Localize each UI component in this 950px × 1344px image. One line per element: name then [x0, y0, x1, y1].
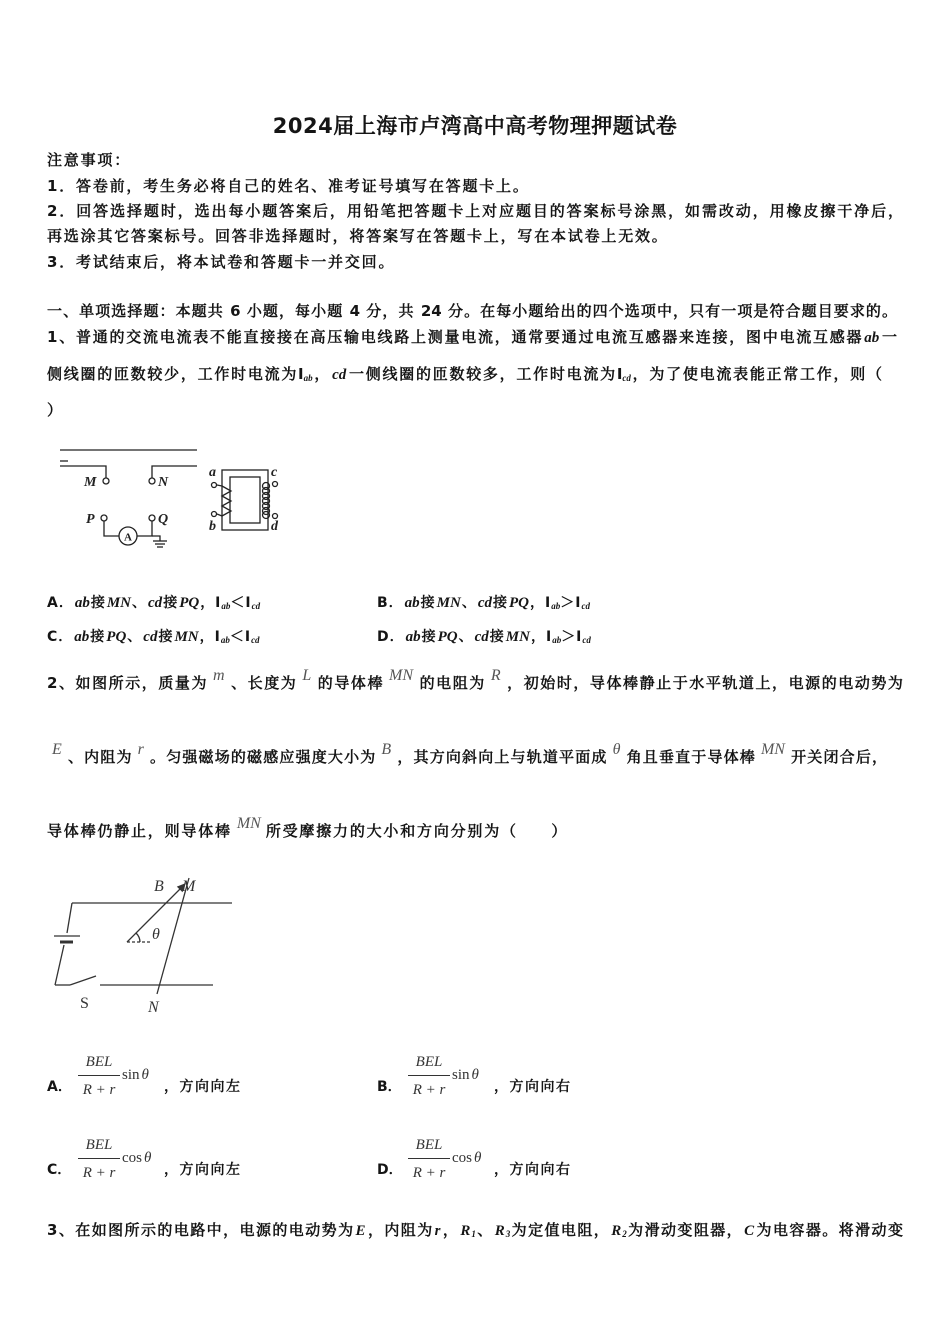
text-run: 导体棒仍静止，则导体棒 [47, 822, 232, 840]
label-p: P [86, 512, 95, 527]
label-d: d [271, 519, 278, 534]
option-label: D． [377, 1162, 403, 1178]
label-theta: θ [152, 926, 160, 943]
notice-item-2-line-1: 2．回答选择题时，选出每小题答案后，用铅笔把答题卡上对应题目的答案标号涂黑，如需改动，用橡皮擦干净后， [47, 202, 903, 220]
text-run: 的导体棒 [316, 674, 385, 692]
text-run: 、 [461, 595, 477, 611]
math-variable: θ [612, 741, 621, 758]
text-run: 侧线圈的匝数较少，工作时电流为I [47, 365, 304, 383]
switch-icon [70, 976, 96, 985]
math-variable: L [302, 667, 312, 684]
text-run: 接 [90, 595, 106, 611]
q1-option-b [377, 593, 590, 613]
label-n: N [148, 999, 159, 1016]
italic-variable: ab [74, 629, 90, 645]
text-run: 接 [489, 629, 505, 645]
notice-item-3: 3．考试结束后，将本试卷和答题卡一并交回。 [47, 253, 396, 271]
text-run: D． [377, 629, 405, 645]
numerator: BEL [85, 1054, 113, 1070]
label-m: M [84, 475, 97, 490]
italic-variable: cd [477, 595, 493, 611]
section-heading: 一、单项选择题：本题共 6 小题，每小题 4 分，共 24 分。在每小题给出的四个选项中，只有一项是符合题目要求的。 [47, 302, 897, 320]
q1-stem-line-3 [47, 400, 64, 420]
left-wire-bottom [55, 945, 64, 985]
math-variable: R [490, 667, 501, 684]
text-run: 、 [127, 629, 143, 645]
trig-function: cos [452, 1150, 472, 1166]
italic-variable: cd [332, 367, 347, 383]
power-line-to-m [60, 466, 106, 478]
q1-stem-line-2 [47, 364, 882, 384]
italic-variable: cd [474, 629, 489, 645]
trig-function: cos [122, 1150, 142, 1166]
angle-variable: θ [141, 1067, 149, 1083]
subscript: cd [251, 601, 261, 611]
option-label: A． [47, 1079, 72, 1095]
terminal-c [273, 482, 278, 487]
text-run: 接 [158, 629, 174, 645]
text-run: 为滑动变阻器， [626, 1221, 744, 1239]
label-q: Q [158, 512, 169, 527]
text-run: 接 [163, 595, 179, 611]
text-run: ，初始时，导体棒静止于水平轨道上，电源的电动势为 [505, 674, 903, 692]
text-run: 开关闭合后， [789, 748, 887, 766]
q2-rail-circuit-figure [40, 870, 240, 1020]
numerator: BEL [415, 1137, 443, 1153]
text-run: 一 [880, 328, 897, 346]
q1-option-d [377, 627, 591, 647]
text-run: 、 [475, 1221, 494, 1239]
option-label: C． [47, 1162, 72, 1178]
fraction-bar [408, 1075, 450, 1076]
text-run: 接 [421, 629, 437, 645]
text-run: ， [441, 1221, 460, 1239]
text-run: ，I [200, 595, 222, 611]
terminal-p [101, 515, 107, 521]
text-run: 、 [458, 629, 474, 645]
text-run: ） [47, 401, 64, 419]
page-title: 2024届上海市卢湾高中高考物理押题试卷 [272, 114, 678, 138]
text-run: 一侧线圈的匝数较多，工作时电流为I [347, 365, 623, 383]
label-m: M [182, 878, 196, 895]
terminal-q [149, 515, 155, 521]
fraction [78, 1052, 120, 1102]
subscript: 2 [622, 1229, 627, 1239]
transformer-core-inner [230, 477, 260, 523]
text-run: ，其方向斜向上与轨道平面成 [396, 748, 608, 766]
direction-text: ，方向向左 [164, 1079, 242, 1095]
q1-transformer-figure [50, 440, 290, 560]
math-variable: B [381, 741, 392, 758]
direction-text: ，方向向右 [494, 1162, 572, 1178]
subscript: ab [552, 635, 562, 645]
notice-heading: 注意事项： [47, 151, 132, 169]
q1-option-c [47, 627, 260, 647]
q2-option-d [377, 1135, 617, 1187]
math-variable: r [137, 741, 144, 758]
italic-variable: PQ [106, 629, 127, 645]
text-run: 角且垂直于导体棒 [625, 748, 756, 766]
text-run: 3、在如图所示的电路中，电源的电动势为 [47, 1221, 355, 1239]
text-run: 接 [493, 595, 509, 611]
wire-p-ammeter [104, 521, 119, 536]
italic-variable: R [611, 1223, 622, 1239]
angle-arc [136, 933, 140, 942]
italic-variable: ab [864, 330, 880, 346]
terminal-m [103, 478, 109, 484]
angle-variable: θ [471, 1067, 479, 1083]
subscript: cd [581, 601, 590, 611]
numerator: BEL [415, 1054, 443, 1070]
label-b: B [154, 878, 164, 895]
wire-ammeter-q [137, 521, 152, 536]
italic-variable: r [434, 1223, 441, 1239]
text-run: 的电阻为 [418, 674, 486, 692]
q2-stem-line-2 [47, 741, 887, 767]
direction-text: ，方向向左 [164, 1162, 242, 1178]
fraction-bar [408, 1158, 450, 1159]
trig-term [122, 1148, 151, 1168]
terminal-n [149, 478, 155, 484]
text-run: 接 [420, 595, 436, 611]
text-run: 。匀强磁场的磁感应强度大小为 [148, 748, 377, 766]
subscript: cd [251, 635, 260, 645]
text-run: ，I [199, 629, 221, 645]
subscript: ab [221, 601, 231, 611]
text-run: 、长度为 [229, 674, 298, 692]
math-variable: E [52, 741, 62, 758]
italic-variable: PQ [179, 595, 200, 611]
label-n: N [158, 475, 169, 490]
q2-option-b [377, 1052, 617, 1104]
text-run: ，为了使电流表能正常工作，则（ [630, 365, 882, 383]
terminal-d [273, 514, 278, 519]
q2-option-a [47, 1052, 287, 1104]
text-run: ＞I [560, 595, 582, 611]
subscript: cd [622, 373, 631, 383]
italic-variable: MN [505, 629, 530, 645]
italic-variable: R [494, 1223, 505, 1239]
denominator: R + r [412, 1082, 446, 1098]
trig-function: sin [122, 1067, 140, 1083]
italic-variable: MN [174, 629, 199, 645]
text-run: ， [312, 365, 332, 383]
text-run: ，I [530, 595, 552, 611]
italic-variable: cd [148, 595, 163, 611]
option-label: B． [377, 1079, 402, 1095]
label-a: a [209, 465, 216, 480]
subscript: 3 [505, 1229, 511, 1239]
text-run: 1、普通的交流电流表不能直接接在高压输电线路上测量电流，通常要通过电流互感器来连接，图中电流互感器 [47, 328, 864, 346]
text-run: 所受摩擦力的大小和方向分别为（ ） [265, 822, 569, 840]
italic-variable: ab [405, 629, 421, 645]
fraction [78, 1135, 120, 1185]
trig-term [452, 1065, 479, 1085]
denominator: R + r [82, 1165, 116, 1181]
fraction-bar [78, 1075, 120, 1076]
notice-item-2-line-2: 再选涂其它答案标号。回答非选择题时，将答案写在答题卡上，写在本试卷上无效。 [47, 227, 669, 245]
trig-term [452, 1148, 481, 1168]
fraction-bar [78, 1158, 120, 1159]
label-b: b [209, 519, 216, 534]
subscript: ab [303, 373, 313, 383]
q3-stem-line-1 [47, 1220, 903, 1240]
trig-function: sin [452, 1067, 470, 1083]
fraction [408, 1052, 450, 1102]
math-variable: MN [760, 741, 785, 758]
italic-variable: E [355, 1223, 366, 1239]
italic-variable: MN [436, 595, 461, 611]
left-wire-top [67, 903, 72, 933]
text-run: A． [47, 595, 74, 611]
italic-variable: C [744, 1223, 755, 1239]
terminal-b [212, 512, 217, 517]
text-run: 、 [132, 595, 148, 611]
text-run: ＜I [229, 629, 252, 645]
text-run: ＜I [230, 595, 252, 611]
angle-variable: θ [144, 1150, 152, 1166]
italic-variable: ab [404, 595, 420, 611]
subscript: cd [582, 635, 591, 645]
direction-text: ，方向向右 [494, 1079, 572, 1095]
italic-variable: PQ [437, 629, 458, 645]
text-run: ，内阻为 [366, 1221, 434, 1239]
text-run: ＞I [561, 629, 583, 645]
notice-item-1: 1．答卷前，考生务必将自己的姓名、准考证号填写在答题卡上。 [47, 177, 530, 195]
terminal-a [212, 483, 217, 488]
subscript: ab [551, 601, 561, 611]
angle-variable: θ [474, 1150, 482, 1166]
math-variable: m [213, 667, 225, 684]
text-run: 2、如图所示，质量为 [47, 674, 208, 692]
q2-stem-line-3 [47, 815, 569, 841]
ammeter-label: A [124, 531, 132, 544]
q2-option-c [47, 1135, 287, 1187]
wire-ground [152, 536, 160, 541]
q1-stem-line-1 [47, 327, 897, 347]
text-run: C． [47, 629, 74, 645]
trig-term [122, 1065, 149, 1085]
italic-variable: PQ [509, 595, 530, 611]
text-run: 为电容器。将滑动变 [755, 1221, 903, 1239]
label-c: c [271, 465, 278, 480]
italic-variable: cd [143, 629, 158, 645]
denominator: R + r [82, 1082, 116, 1098]
subscript: ab [220, 635, 230, 645]
q2-stem-line-1 [47, 667, 903, 693]
text-run: 为定值电阻， [510, 1221, 611, 1239]
math-variable: MN [236, 815, 261, 832]
italic-variable: MN [106, 595, 132, 611]
denominator: R + r [412, 1165, 446, 1181]
text-run: 接 [90, 629, 106, 645]
text-run: ，I [530, 629, 553, 645]
numerator: BEL [85, 1137, 113, 1153]
fraction [408, 1135, 450, 1185]
text-run: B． [377, 595, 404, 611]
q1-option-a [47, 593, 260, 613]
math-variable: MN [389, 667, 414, 684]
subscript: 1 [471, 1229, 476, 1239]
text-run: 、内阻为 [66, 748, 133, 766]
italic-variable: ab [74, 595, 90, 611]
label-s: S [80, 995, 89, 1012]
italic-variable: R [460, 1223, 471, 1239]
